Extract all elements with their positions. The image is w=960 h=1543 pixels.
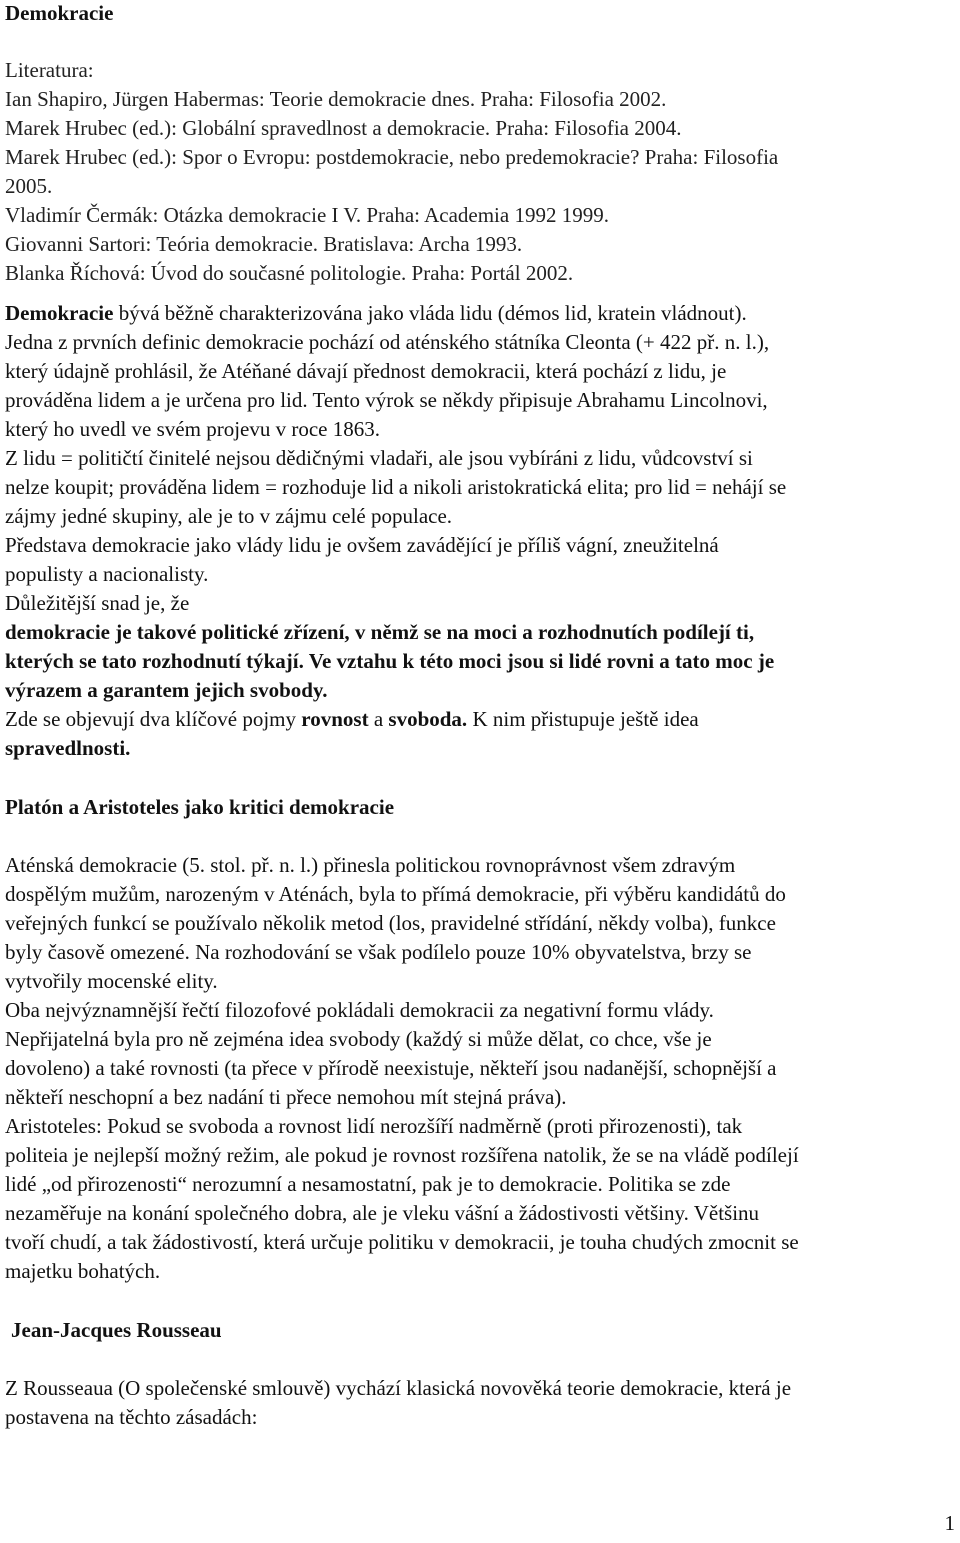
platon-line: politeia je nejlepší možný režim, ale pokud je rovnost rozšířena natolik, že se na vládě podílejí: [5, 1143, 799, 1167]
platon-line: lidé „od přirozenosti“ nerozumní a nesamostatní, pak je to demokracie. Politika se zde: [5, 1172, 731, 1196]
platon-line: někteří neschopní a bez nadání ti přece nemohou mít stejná práva).: [5, 1085, 567, 1109]
rousseau-line: postavena na těchto zásadách:: [5, 1405, 258, 1429]
definition-line: kterých se tato rozhodnutí týkají. Ve vztahu k této moci jsou si lidé rovni a tato moc je: [5, 649, 775, 673]
platon-line: nezaměřuje na konání společného dobra, ale je vleku vášní a žádostivosti většiny. Většinu: [5, 1201, 760, 1225]
literature-section: [5, 56, 955, 288]
intro-line: [5, 299, 955, 328]
literature-item: Giovanni Sartori: Teória demokracie. Bratislava: Archa 1993.: [5, 232, 523, 256]
platon-line: Oba nejvýznamnější řečtí filozofové pokládali demokracii za negativní formu vlády.: [5, 998, 714, 1022]
intro-text: Zde se objevují dva klíčové pojmy: [5, 707, 302, 731]
intro-line: prováděna lidem a je určena pro lid. Tento výrok se někdy připisuje Abrahamu Lincolnovi,: [5, 388, 768, 412]
rousseau-line: Z Rousseaua (O společenské smlouvě) vychází klasická novověká teorie demokracie, která je: [5, 1376, 792, 1400]
platon-line: majetku bohatých.: [5, 1259, 161, 1283]
definition-line: výrazem a garantem jejich svobody.: [5, 678, 328, 702]
platon-line: dovoleno) a také rovnosti (ta přece v přírodě neexistuje, někteří jsou nadanější, schopnější a: [5, 1056, 777, 1080]
intro-text: K nim přistupuje ještě idea: [467, 707, 699, 731]
platon-line: Nepřijatelná byla pro ně zejména idea svobody (každý si může dělat, co chce, vše je: [5, 1027, 712, 1051]
page-title: Demokracie: [5, 1, 114, 25]
intro-line: který ho uvedl ve svém projevu v roce 1863.: [5, 417, 380, 441]
term-demokracie: Demokracie: [5, 301, 114, 325]
term-rovnost: rovnost: [301, 707, 369, 731]
literature-item: Vladimír Čermák: Otázka demokracie I V. Praha: Academia 1992 1999.: [5, 203, 609, 227]
literature-item: Marek Hrubec (ed.): Globální spravedlnost a demokracie. Praha: Filosofia 2004.: [5, 116, 682, 140]
literature-item: Blanka Říchová: Úvod do současné politologie. Praha: Portál 2002.: [5, 261, 574, 285]
rousseau-paragraph: [5, 1374, 955, 1432]
platon-line: tvoří chudí, a tak žádostivostí, která určuje politiku v demokracii, je touha chudých zmocnit se: [5, 1230, 799, 1254]
intro-line: nelze koupit; prováděna lidem = rozhoduje lid a nikoli aristokratická elita; pro lid = nehájí se: [5, 475, 787, 499]
page-number: 1: [944, 1511, 955, 1535]
intro-paragraph: [5, 299, 955, 763]
intro-line: Z lidu = političtí činitelé nejsou dědičnými vladaři, ale jsou vybíráni z lidu, vůdcovství si: [5, 446, 753, 470]
platon-line: vytvořily mocenské elity.: [5, 969, 218, 993]
intro-line: Jedna z prvních definic demokracie pochází od aténského státníka Cleonta (+ 422 př. n. l.),: [5, 330, 770, 354]
intro-line: zájmy jedné skupiny, ale je to v zájmu celé populace.: [5, 504, 453, 528]
literature-item: Marek Hrubec (ed.): Spor o Evropu: postdemokracie, nebo predemokracie? Praha: Filosofia: [5, 145, 779, 169]
platon-line: veřejných funkcí se používalo několik metod (los, pravidelné střídání, někdy volba), funkce: [5, 911, 776, 935]
section-heading-platon: Platón a Aristoteles jako kritici demokracie: [5, 795, 395, 819]
intro-line: který údajně prohlásil, že Atéňané dávají přednost demokracii, která pochází z lidu, je: [5, 359, 727, 383]
intro-line: populisty a nacionalisty.: [5, 562, 209, 586]
intro-line: Důležitější snad je, že: [5, 591, 190, 615]
document-page: [5, 0, 955, 1432]
term-svoboda: svoboda.: [388, 707, 468, 731]
intro-text: bývá běžně charakterizována jako vláda lidu (démos lid, kratein vládnout).: [113, 301, 747, 325]
intro-line: Představa demokracie jako vlády lidu je ovšem zavádějící je příliš vágní, zneužitelná: [5, 533, 719, 557]
platon-line: Aristoteles: Pokud se svoboda a rovnost lidí nerozšíří nadměrně (proti přirozenosti), tak: [5, 1114, 743, 1138]
term-spravedlnosti: spravedlnosti.: [5, 736, 131, 760]
platon-paragraph: [5, 851, 955, 1286]
platon-line: byly časově omezené. Na rozhodování se však podílelo pouze 10% obyvatelstva, brzy se: [5, 940, 752, 964]
intro-line: [5, 705, 955, 734]
definition-line: demokracie je takové politické zřízení, v němž se na moci a rozhodnutích podílejí ti,: [5, 620, 755, 644]
literature-item: 2005.: [5, 174, 53, 198]
intro-text: a: [368, 707, 389, 731]
section-heading-rousseau: Jean-Jacques Rousseau: [11, 1318, 222, 1342]
platon-line: dospělým mužům, narozeným v Aténách, byla to přímá demokracie, při výběru kandidátů do: [5, 882, 786, 906]
literature-label: Literatura:: [5, 58, 94, 82]
platon-line: Aténská demokracie (5. stol. př. n. l.) přinesla politickou rovnoprávnost všem zdravým: [5, 853, 736, 877]
literature-item: Ian Shapiro, Jürgen Habermas: Teorie demokracie dnes. Praha: Filosofia 2002.: [5, 87, 667, 111]
